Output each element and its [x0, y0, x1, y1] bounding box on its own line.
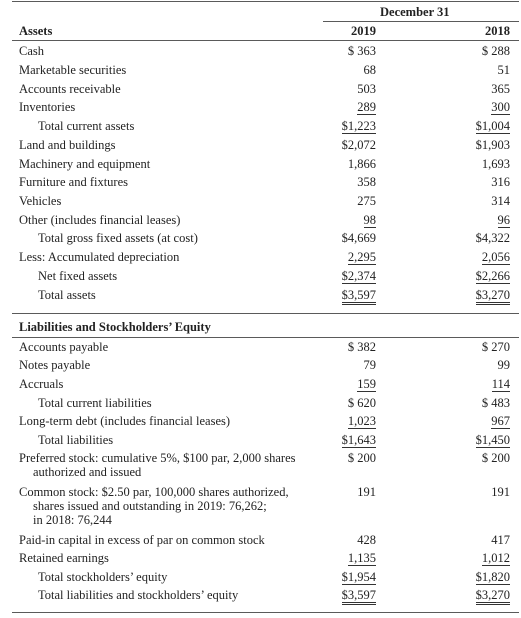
asset-label: Accounts receivable [19, 82, 121, 96]
asset-2019: 358 [357, 175, 376, 189]
asset-label: Furniture and fixtures [19, 175, 129, 189]
liability-total-label: Total liabilities and stockholders’ equity [38, 588, 239, 602]
asset-2019: $ 363 [347, 44, 376, 58]
asset-2019 [316, 269, 376, 284]
liability-value: $1,450 [475, 433, 510, 447]
asset-value: $3,597 [342, 288, 376, 305]
asset-value: 300 [491, 100, 510, 114]
section-rule [12, 313, 519, 314]
asset-label: Other (includes financial leases) [19, 213, 181, 227]
asset-2018 [450, 250, 510, 265]
liability-2018 [450, 377, 510, 392]
liability-value: $3,597 [342, 588, 376, 605]
liability-2019 [316, 570, 376, 585]
asset-2018 [450, 269, 510, 284]
asset-2018: $1,903 [475, 138, 510, 152]
asset-label: Less: Accumulated depreciation [19, 250, 180, 264]
asset-2019: 68 [363, 63, 376, 77]
liability-2019 [316, 433, 376, 448]
liabilities-title-rule [12, 337, 519, 338]
asset-total-label: Total current assets [38, 119, 135, 133]
asset-2019 [316, 213, 376, 228]
liability-2018 [450, 588, 510, 603]
asset-2018: 51 [497, 63, 510, 77]
asset-total-label: Net fixed assets [38, 269, 118, 283]
asset-2019: 503 [357, 82, 376, 96]
liability-value: 967 [491, 414, 510, 428]
asset-2018 [450, 100, 510, 115]
period-header: December 31 [380, 5, 450, 19]
asset-2018 [450, 288, 510, 303]
liability-2018 [450, 433, 510, 448]
asset-value: 96 [497, 213, 510, 227]
liability-2019 [316, 588, 376, 603]
liability-label-cont: authorized and issued [33, 465, 142, 479]
asset-value: 289 [357, 100, 376, 114]
asset-2018: 1,693 [481, 157, 510, 171]
liability-2019: 79 [363, 358, 376, 372]
asset-2018 [450, 213, 510, 228]
asset-label: Marketable securities [19, 63, 127, 77]
liability-2019: $ 200 [347, 451, 376, 465]
liability-label: Long-term debt (includes financial leases) [19, 414, 231, 428]
liability-value: $1,954 [341, 570, 376, 584]
liability-2018: $ 200 [481, 451, 510, 465]
liability-label: Accounts payable [19, 340, 109, 354]
liability-label-cont: in 2018: 76,244 [33, 513, 112, 527]
asset-label: Land and buildings [19, 138, 116, 152]
liability-label: Accruals [19, 377, 64, 391]
asset-label: Inventories [19, 100, 76, 114]
liability-value: $1,643 [341, 433, 376, 447]
liability-total-label: Total current liabilities [38, 396, 152, 410]
period-underline [323, 21, 519, 22]
asset-value: 2,295 [347, 250, 376, 264]
asset-2018: $4,322 [475, 231, 510, 245]
asset-2019: $4,669 [341, 231, 376, 245]
asset-2018: 314 [491, 194, 510, 208]
asset-label: Vehicles [19, 194, 62, 208]
asset-2018: $ 288 [481, 44, 510, 58]
asset-value: $1,004 [475, 119, 510, 133]
asset-2019 [316, 100, 376, 115]
liability-label: Common stock: $2.50 par, 100,000 shares authorized, [19, 485, 289, 499]
liability-2018: $ 483 [481, 396, 510, 410]
asset-value: $2,374 [341, 269, 376, 283]
assets-title: Assets [19, 24, 53, 38]
asset-value: $3,270 [476, 288, 510, 305]
asset-value: 2,056 [481, 250, 510, 264]
liability-2019: 428 [357, 533, 376, 547]
liability-label-cont: shares issued and outstanding in 2019: 76,262; [33, 499, 267, 513]
liabilities-title: Liabilities and Stockholders’ Equity [19, 320, 211, 334]
asset-2018: 316 [491, 175, 510, 189]
liability-2018 [450, 414, 510, 429]
liability-value: $1,820 [475, 570, 510, 584]
liability-label: Retained earnings [19, 551, 109, 565]
liability-label: Notes payable [19, 358, 91, 372]
liability-2018: 99 [497, 358, 510, 372]
asset-2019: 275 [357, 194, 376, 208]
liability-2019 [316, 414, 376, 429]
asset-2018 [450, 119, 510, 134]
asset-value: $1,223 [341, 119, 376, 133]
liability-value: 114 [491, 377, 510, 391]
liability-label: Preferred stock: cumulative 5%, $100 par, 2,000 shares [19, 451, 296, 465]
asset-2019 [316, 250, 376, 265]
liability-value: 1,135 [347, 551, 376, 565]
liability-2019: $ 382 [347, 340, 376, 354]
col-2018-header: 2018 [485, 24, 510, 38]
col-2019-header: 2019 [351, 24, 376, 38]
asset-2019 [316, 288, 376, 303]
liability-2019: $ 620 [347, 396, 376, 410]
liability-value: 159 [357, 377, 376, 391]
liability-2019: 191 [357, 485, 376, 499]
asset-value: 98 [363, 213, 376, 227]
bottom-rule [12, 612, 519, 613]
asset-total-label: Total assets [38, 288, 96, 302]
liability-2018: 191 [491, 485, 510, 499]
liability-value: 1,023 [347, 414, 376, 428]
asset-label: Cash [19, 44, 44, 58]
header-rule [12, 40, 519, 41]
asset-2019 [316, 119, 376, 134]
asset-2019: 1,866 [347, 157, 376, 171]
asset-value: $2,266 [475, 269, 510, 283]
asset-label: Machinery and equipment [19, 157, 151, 171]
liability-2019 [316, 377, 376, 392]
asset-total-label: Total gross fixed assets (at cost) [38, 231, 198, 245]
liability-2018 [450, 570, 510, 585]
liability-2018 [450, 551, 510, 566]
liability-total-label: Total liabilities [38, 433, 114, 447]
liability-label: Paid-in capital in excess of par on common stock [19, 533, 265, 547]
liability-2018: $ 270 [481, 340, 510, 354]
asset-2018: 365 [491, 82, 510, 96]
top-rule [12, 1, 519, 2]
liability-value: $3,270 [476, 588, 510, 605]
liability-2019 [316, 551, 376, 566]
asset-2019: $2,072 [341, 138, 376, 152]
liability-2018: 417 [491, 533, 510, 547]
liability-total-label: Total stockholders’ equity [38, 570, 168, 584]
liability-value: 1,012 [481, 551, 510, 565]
